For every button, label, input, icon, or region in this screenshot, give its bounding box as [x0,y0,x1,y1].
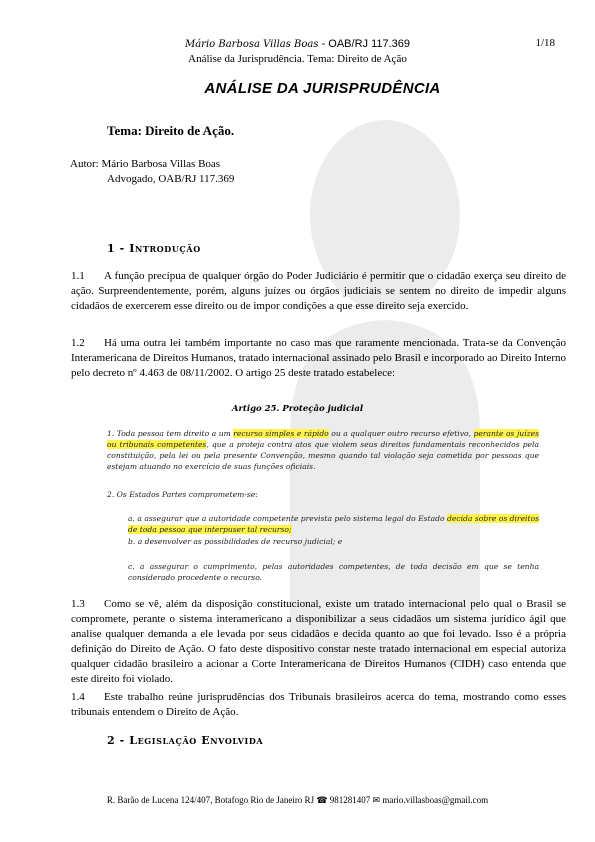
article-item-2: 2. Os Estados Partes comprometem-se: [107,490,258,499]
paragraph-1-3 [71,597,566,687]
paragraph-text: Como se vê, além da disposição constitucional, existe um tratado internacional pelo qual o Brasil se compromete, perante o sistema interamericano a disponibilizar a seus cidadãos um sistema jurídico ágil que analise qualquer demanda a ele levada por seus cidadãos e decida quanto ao que foi levado. Isso é a própria definição do Direito de Ação. O fato deste dispositivo constar neste tratado internacional em especial autoriza qualquer cidadão brasileiro a acionar a Corte Interamericana de Direitos Humanos (CIDH) caso entenda que este direito foi violado. [71,598,566,685]
paragraph-number: 1.4 [71,691,85,703]
paragraph-text: A função precípua de qualquer órgão do Poder Judiciário é permitir que o cidadão exerça seu direito de ação. Surpreendentemente, porém, alguns juízes ou órgãos judiciais se sentem no direito de impedir alguns cidadãos de exercerem esse direito ou de impor condições a que esse direito seja exercido. [71,270,566,312]
author-line: Autor: Mário Barbosa Villas Boas [70,158,221,170]
paragraph-number: 1.2 [71,337,85,349]
author-credentials: Advogado, OAB/RJ 117.369 [107,173,235,185]
quote-text: a. a assegurar que a autoridade competente prevista pelo sistema legal do Estado [128,514,448,523]
highlighted-text: perante os juízes ou tribunais competentes [107,429,540,449]
document-title: ANÁLISE DA JURISPRUDÊNCIA [204,80,441,97]
paragraph-1-2 [71,336,566,381]
topic-heading: Tema: Direito de Ação. [107,123,235,138]
footer-phone: 981281407 [329,795,371,805]
page-number: 1/18 [535,37,555,49]
highlighted-text: decida sobre os direitos de toda pessoa que interpuser tal recurso; [128,514,540,534]
telephone-icon: ☎ [316,796,328,806]
article-item-a [128,513,539,535]
page-header [0,37,595,66]
paragraph-text: Este trabalho reúne jurisprudências dos Tribunais brasileiros acerca do tema, mostrando como esses tribunais entendem o Direito de Ação. [71,691,566,718]
author-block [70,157,234,187]
footer-address: R. Barão de Lucena 124/407, Botafogo Rio de Janeiro RJ [106,795,315,805]
article-title: Artigo 25. Proteção judicial [231,404,364,414]
page-footer [0,795,595,806]
article-item-c: c. a assegurar o cumprimento, pelas autoridades competentes, de toda decisão em que se tenha considerado procedente o recurso. [128,562,539,582]
header-oab: - OAB/RJ 117.369 [318,38,411,50]
header-subtitle: Análise da Jurisprudência. Tema: Direito de Ação [188,53,407,65]
header-author: Mário Barbosa Villas Boas [184,39,319,50]
quote-text: ou a qualquer outro recurso efetivo, [328,429,474,438]
quote-text: 1. Toda pessoa tem direito a um [107,429,234,438]
envelope-icon: ✉ [372,796,381,806]
quote-text: , que a proteja contra atos que violem seus direitos fundamentais reconhecidos pela constituição, pela lei ou pela presente Convenção, mesmo quando tal violação seja cometida por pessoas que estejam atuando no exercício de suas funções oficiais. [107,440,540,471]
paragraph-number: 1.3 [71,598,85,610]
highlighted-text: recurso simples e rápido [233,429,329,438]
footer-email: mario.villasboas@gmail.com [382,795,489,805]
paragraph-1-4 [71,690,566,720]
article-item-1 [107,428,539,472]
article-item-b: b. a desenvolver as possibilidades de recurso judicial; e [128,537,343,546]
paragraph-1-1 [71,269,566,314]
section-heading-introduction: 1 - Introdução [107,242,201,255]
paragraph-text: Há uma outra lei também importante no caso mas que raramente mencionada. Trata-se da Convenção Interamericana de Direitos Humanos, tratado internacional assinado pelo Brasil e incorporado ao Direito Interno pelo decreto nº 4.463 de 08/11/2002. O artigo 25 deste tratado estabelece: [71,337,566,379]
paragraph-number: 1.1 [71,270,85,282]
section-heading-legislation: 2 - Legislação Envolvida [107,734,264,747]
